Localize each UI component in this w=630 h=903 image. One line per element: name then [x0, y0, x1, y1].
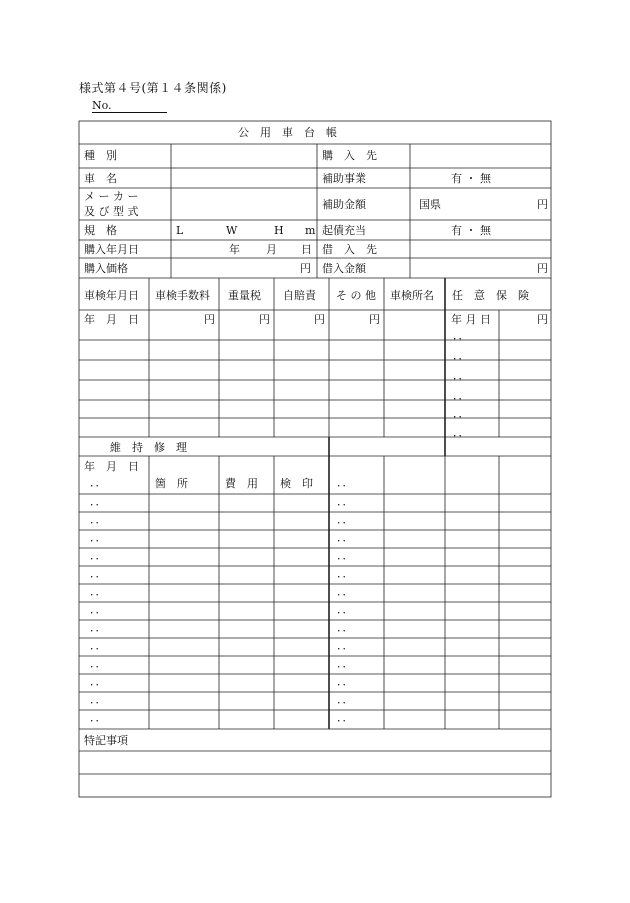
maintenance-date-unit: 年 月 日: [84, 460, 139, 473]
purchase-year-unit: 年: [229, 243, 240, 256]
insurance-date-dots: ．．: [453, 426, 470, 439]
number-field[interactable]: No.: [92, 100, 167, 113]
maintenance-title: 維 持 修 理: [110, 441, 187, 454]
maintenance-date-dots-right: ．．: [337, 657, 354, 670]
maintenance-date-dots: ．．: [90, 567, 107, 580]
spec-unit: m: [305, 224, 316, 237]
notes-label: 特記事項: [84, 734, 128, 747]
header-station: 車検所名: [390, 289, 434, 302]
maintenance-date-dots: ．．: [90, 621, 107, 634]
bond-yes-no[interactable]: 有 ・ 無: [451, 224, 491, 237]
maintenance-location: 箇 所: [155, 477, 188, 490]
insurance-date-unit: 年 月 日: [451, 313, 491, 326]
maintenance-date-dots-right: ．．: [337, 476, 354, 489]
purchase-day-unit: 日: [301, 243, 312, 256]
maintenance-date-dots: ．．: [90, 693, 107, 706]
maintenance-date-dots: ．．: [90, 711, 107, 724]
maintenance-date-dots-right: ．．: [337, 567, 354, 580]
maintenance-date-dots: ．．: [90, 639, 107, 652]
label-subsidy-project: 補助事業: [322, 172, 366, 185]
insurance-yen: 円: [537, 313, 548, 326]
label-subsidy-amount: 補助金額: [322, 198, 366, 211]
maintenance-date-dots: ．．: [90, 585, 107, 598]
header-inspection-date: 車検年月日: [84, 289, 139, 302]
maintenance-date-dots: ．．: [90, 675, 107, 688]
form-title: 様式第４号(第１４条関係): [79, 81, 227, 95]
maintenance-date-dots-right: ．．: [337, 603, 354, 616]
label-spec: 規 格: [84, 224, 117, 237]
maintenance-date-dots-right: ．．: [337, 495, 354, 508]
maintenance-cost: 費 用: [225, 477, 258, 490]
maintenance-date-dots-right: ．．: [337, 639, 354, 652]
insurance-date-dots: ．．: [453, 349, 470, 362]
header-other: そ の 他: [336, 289, 376, 302]
loan-yen: 円: [537, 262, 548, 275]
header-weight-tax: 重量税: [228, 289, 261, 302]
maintenance-date-dots: ．．: [90, 657, 107, 670]
label-bond: 起債充当: [322, 224, 366, 237]
label-loan-from: 借 入 先: [322, 243, 377, 256]
maintenance-date-dots-right: ．．: [337, 531, 354, 544]
maintenance-date-dots: ．．: [90, 495, 107, 508]
maintenance-date-dots-right: ．．: [337, 711, 354, 724]
subsidy-prefecture: 国県: [419, 198, 441, 211]
maintenance-date-dots: ．．: [90, 476, 107, 489]
insurance-date-dots: ．．: [453, 407, 470, 420]
maintenance-date-dots: ．．: [90, 549, 107, 562]
header-optional-ins: 任 意 保 険: [452, 289, 529, 302]
label-maker-line2: 及 び 型 式: [84, 205, 139, 218]
label-purchase-from: 購 入 先: [322, 149, 377, 162]
header-inspection-fee: 車検手数料: [155, 289, 210, 302]
label-purchase-price: 購入価格: [84, 262, 128, 275]
tax-yen: 円: [259, 313, 270, 326]
maintenance-date-dots-right: ．．: [337, 693, 354, 706]
spec-h: H: [274, 224, 284, 237]
spec-w: W: [226, 224, 238, 237]
fee-yen: 円: [204, 313, 215, 326]
maintenance-stamp: 検 印: [280, 477, 313, 490]
purchase-month-unit: 月: [266, 243, 277, 256]
subsidy-yen: 円: [537, 198, 548, 211]
ledger-title: 公 用 車 台 帳: [238, 126, 337, 139]
insurance-date-dots: ．．: [453, 369, 470, 382]
label-loan-amount: 借入金額: [322, 262, 366, 275]
header-liability-ins: 自賠責: [283, 289, 316, 302]
maintenance-date-dots: ．．: [90, 603, 107, 616]
maintenance-date-dots-right: ．．: [337, 675, 354, 688]
maintenance-date-dots: ．．: [90, 513, 107, 526]
label-type: 種 別: [84, 149, 117, 162]
subsidy-yes-no[interactable]: 有 ・ 無: [451, 172, 491, 185]
maintenance-date-dots: ．．: [90, 531, 107, 544]
inspection-date-unit: 年 月 日: [84, 313, 139, 326]
maintenance-date-dots-right: ．．: [337, 513, 354, 526]
label-maker-line1: メ ー カ ー: [84, 190, 139, 203]
insurance-date-dots: ．．: [453, 389, 470, 402]
other-yen: 円: [369, 313, 380, 326]
maintenance-date-dots-right: ．．: [337, 549, 354, 562]
label-purchase-date: 購入年月日: [84, 243, 139, 256]
label-car-name: 車 名: [84, 172, 117, 185]
insurance-date-dots: ．．: [453, 329, 470, 342]
maintenance-date-dots-right: ．．: [337, 585, 354, 598]
purchase-price-yen: 円: [300, 262, 311, 275]
maintenance-date-dots-right: ．．: [337, 621, 354, 634]
liability-yen: 円: [314, 313, 325, 326]
spec-l: L: [176, 224, 184, 237]
